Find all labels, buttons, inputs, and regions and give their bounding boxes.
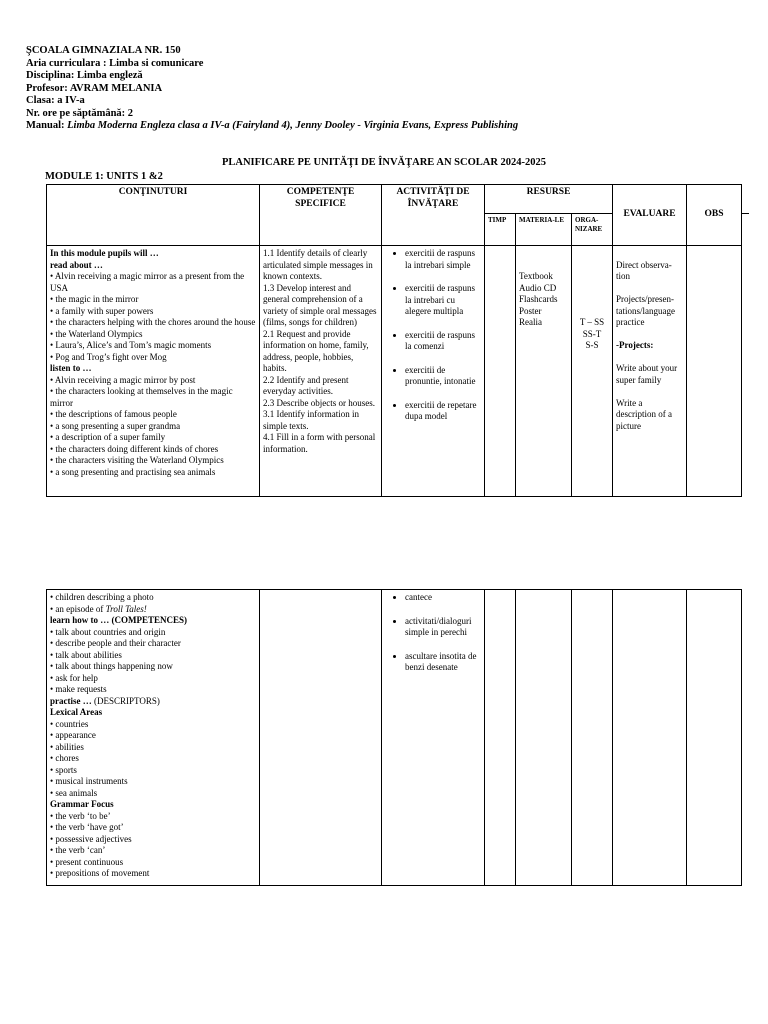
manual: [26, 120, 518, 133]
practise-note: (DESCRIPTORS): [91, 695, 160, 706]
header-continut: CONŢINUTURI: [47, 185, 260, 246]
activity-item: • exercitii de raspuns la intrebari cu alegere multipla: [405, 283, 481, 318]
header-resurse: RESURSE: [485, 185, 613, 214]
lexical-item: • chores: [50, 753, 79, 763]
header-timp: TIMP: [485, 214, 516, 246]
lexical-item: • musical instruments: [50, 776, 128, 786]
activity-item: • cantece: [405, 592, 481, 604]
activity-item: • ascultare insotita de benzi desenate: [405, 651, 481, 674]
obs-cell: [687, 246, 742, 497]
evaluation-observation: Direct observa-tion: [616, 259, 672, 281]
competence-item: 2.2 Identify and present everyday activities.: [263, 374, 349, 396]
planning-table-continued: [46, 589, 742, 886]
competence-item: 2.1 Request and provide information on home, family, address, people, hobbies, habits.: [263, 328, 369, 373]
material-item: Textbook: [519, 271, 553, 281]
header-activitati: ACTIVITĂŢI DE ÎNVĂŢARE: [382, 185, 485, 246]
read-about-heading: read about …: [50, 259, 103, 270]
competences-cell: [260, 590, 382, 886]
class: Clasa: a IV-a: [26, 95, 85, 106]
activity-item: • exercitii de raspuns la comenzi: [405, 330, 481, 353]
read-item: • the magic in the mirror: [50, 294, 139, 304]
grammar-item: • the verb ‘have got’: [50, 822, 124, 832]
evaluation-cell: [613, 246, 687, 497]
hours-per-week: Nr. ore pe săptămână: 2: [26, 107, 134, 119]
learn-item: • talk about countries and origin: [50, 626, 166, 637]
learn-item: • describe people and their character: [50, 638, 181, 648]
lexical-item: • sea animals: [50, 787, 98, 798]
evaluation-project: Write about your super family: [616, 363, 678, 385]
activity-item: • activitati/dialoguri simple in perechi: [405, 616, 481, 639]
read-item: • a family with super powers: [50, 305, 154, 316]
time-cell: [485, 590, 516, 886]
activities-cell: [382, 246, 485, 497]
listen-item: • the characters looking at themselves in the magic mirror: [50, 386, 233, 408]
curricular-area: Aria curriculara : Limba si comunicare: [26, 57, 204, 69]
evaluation-project: Write a description of a picture: [616, 397, 672, 431]
read-item: • Laura’s, Alice’s and Tom’s magic moments: [50, 340, 212, 350]
material-item: Audio CD: [519, 282, 557, 293]
competences-cell: [260, 246, 382, 497]
competence-item: 2.3 Describe objects or houses.: [263, 397, 375, 408]
header-evaluare: EVALUARE: [613, 185, 687, 246]
material-item: Realia: [519, 317, 542, 327]
content-cell: [47, 590, 260, 886]
activities-cell: [382, 590, 485, 886]
listen-item: • the descriptions of famous people: [50, 409, 177, 419]
header-obs: OBS: [687, 185, 742, 246]
grammar-item: • the verb ‘to be’: [50, 810, 111, 821]
obs-cell: [687, 590, 742, 886]
materials-cell: [516, 246, 572, 497]
teacher: Profesor: AVRAM MELANIA: [26, 82, 163, 94]
header-competente: COMPETENŢE SPECIFICE: [260, 185, 382, 246]
listen-item: • the characters visiting the Waterland Olympics: [50, 455, 224, 465]
evaluation-projects-label: -Projects:: [616, 340, 654, 350]
materials-cell: [516, 590, 572, 886]
learn-item: • talk about abilities: [50, 649, 122, 660]
listen-item: • a description of a super family: [50, 432, 166, 442]
evaluation-cell: [613, 590, 687, 886]
lexical-item: • countries: [50, 718, 89, 729]
content-intro: In this module pupils will …: [50, 248, 159, 258]
content-cell: [47, 246, 260, 497]
grammar-item: • the verb ‘can’: [50, 845, 106, 855]
header-materiale: MATERIA-LE: [516, 214, 572, 246]
practise-heading: [50, 696, 256, 708]
header-organizare: ORGA-NIZARE: [572, 214, 613, 246]
manual-title: Limba Moderna Engleza clasa a IV-a (Fairyland 4), Jenny Dooley - Virginia Evans, Express Publishing: [67, 120, 519, 131]
read-item: • Alvin receiving a magic mirror as a present from the USA: [50, 271, 245, 293]
learn-item: • ask for help: [50, 672, 98, 683]
competence-item: 3.1 Identify information in simple texts.: [263, 409, 359, 431]
learn-item: • talk about things happening now: [50, 661, 173, 671]
activity-item: • exercitii de pronuntie, intonatie: [405, 365, 481, 388]
lexical-item: • sports: [50, 764, 77, 775]
competence-item: 1.1 Identify details of clearly articulated simple messages in known contexts.: [263, 248, 373, 281]
time-cell: [485, 246, 516, 497]
evaluation-projects-practice: Projects/presen-tations/language practice: [616, 294, 675, 327]
material-item: Flashcards: [519, 294, 558, 304]
table-border-tail: [741, 213, 749, 214]
activity-item: • exercitii de repetare dupa model: [405, 400, 481, 423]
lexical-heading: Lexical Areas: [50, 707, 103, 717]
school-name: ŞCOALA GIMNAZIALA NR. 150: [26, 45, 181, 56]
read-item: • Pog and Trog’s fight over Mog: [50, 351, 167, 362]
manual-label: Manual:: [26, 120, 65, 131]
listen-to-heading: listen to …: [50, 363, 92, 373]
episode-prefix: • an episode of: [50, 603, 106, 614]
listen-item: • a song presenting and practising sea animals: [50, 466, 216, 477]
learn-item: • make requests: [50, 684, 107, 694]
module-title: MODULE 1: UNITS 1 &2: [45, 171, 163, 182]
material-item: Poster: [519, 305, 542, 316]
content-item: [50, 604, 256, 616]
grammar-item: • possessive adjectives: [50, 833, 132, 844]
organization-item: S-S: [585, 340, 599, 350]
lexical-item: • abilities: [50, 741, 84, 752]
organization-cell: [572, 590, 613, 886]
read-item: • the characters helping with the chores around the house: [50, 317, 256, 327]
planning-table: [46, 184, 742, 497]
organization-item: T – SS: [579, 317, 605, 327]
grammar-item: • present continuous: [50, 856, 124, 867]
organization-cell: [572, 246, 613, 497]
lexical-item: • appearance: [50, 730, 96, 740]
read-item: • the Waterland Olympics: [50, 328, 143, 339]
subject: Disciplina: Limba engleză: [26, 70, 143, 81]
grammar-heading: Grammar Focus: [50, 799, 114, 809]
grammar-item: • prepositions of movement: [50, 868, 150, 878]
listen-item: • a song presenting a super grandma: [50, 420, 181, 431]
listen-item: • the characters doing different kinds of chores: [50, 443, 219, 454]
document-header: [26, 45, 518, 133]
practise-label: practise …: [50, 695, 92, 706]
competence-item: 1.3 Develop interest and general comprehension of a variety of simple oral messages (films, songs for children): [263, 282, 377, 327]
episode-title: Troll Tales!: [105, 603, 147, 614]
activity-item: • exercitii de raspuns la intrebari simple: [405, 248, 481, 271]
competence-item: 4.1 Fill in a form with personal information.: [263, 432, 376, 454]
listen-item: • Alvin receiving a magic mirror by post: [50, 374, 196, 385]
organization-item: SS-T: [582, 328, 602, 339]
content-item: • children describing a photo: [50, 592, 154, 602]
learn-how-heading: learn how to … (COMPETENCES): [50, 615, 187, 625]
document-title: PLANIFICARE PE UNITĂŢI DE ÎNVĂŢARE AN SCOLAR 2024-2025: [221, 157, 547, 168]
